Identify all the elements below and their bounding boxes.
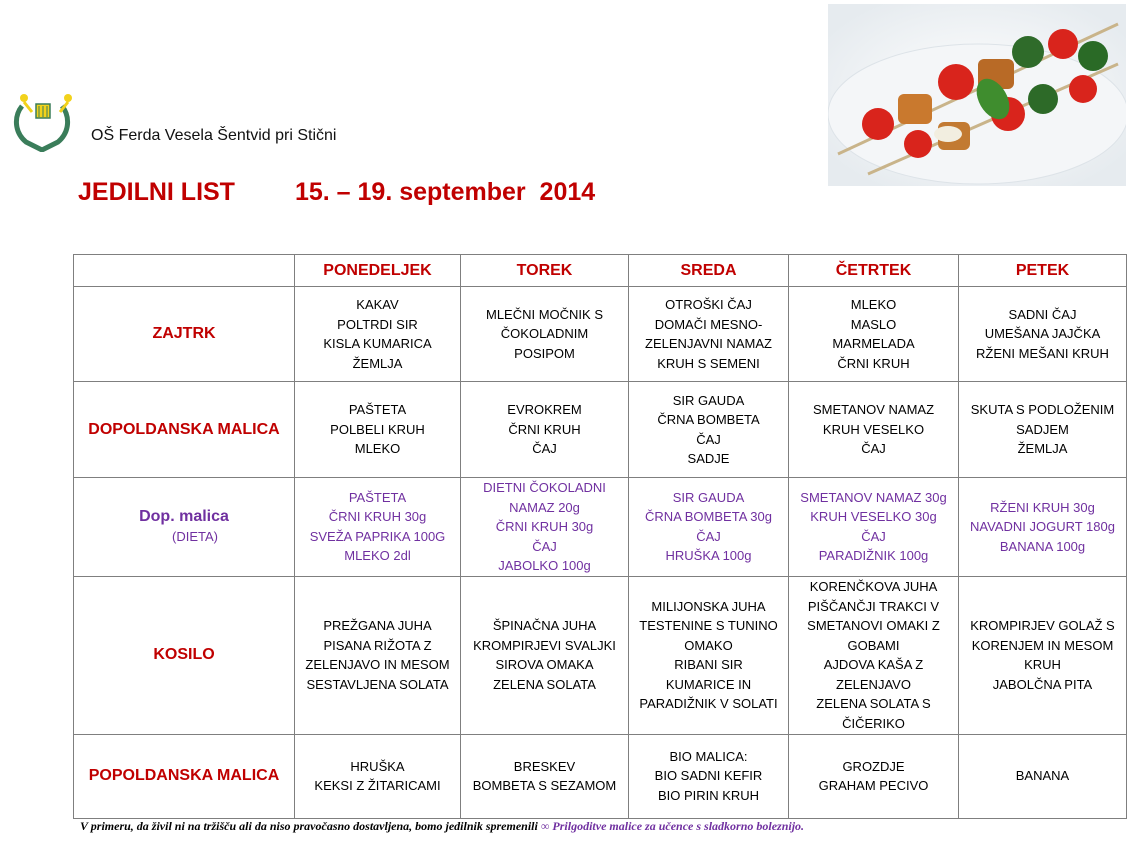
menu-cell [295, 382, 461, 478]
meal-row-zajtrk [74, 287, 1127, 382]
food-skewers-image [828, 4, 1126, 186]
menu-item: ZELENA SOLATA [493, 676, 596, 692]
menu-item: ČIČERIKO [842, 715, 905, 731]
menu-item: ČAJ [696, 431, 721, 447]
menu-item: AJDOVA KAŠA Z [823, 657, 924, 672]
meal-label: POPOLDANSKA MALICA [74, 734, 295, 818]
menu-item: NAMAZ 20g [509, 499, 580, 515]
school-name: OŠ Ferda Vesela Šentvid pri Stični [91, 127, 337, 144]
meal-label: KOSILO [74, 576, 295, 734]
menu-item: MLEKO [354, 441, 401, 457]
menu-table [73, 254, 1127, 819]
menu-cell [295, 478, 461, 577]
menu-cell [461, 576, 629, 734]
menu-item: HRUŠKA 100g [665, 548, 752, 564]
meal-row-kosilo [74, 576, 1127, 734]
menu-item: KRUH S SEMENI [657, 355, 760, 371]
footer-disclaimer: V primeru, da živil ni na tržišču ali da niso pravočasno dostavljena, bomo jedilnik spremenili [80, 819, 538, 833]
menu-item: ČRNA BOMBETA 30g [645, 509, 772, 525]
menu-item: ČAJ [696, 528, 721, 544]
day-header: TOREK [461, 255, 629, 287]
meal-label-diet [74, 478, 295, 577]
menu-cell [629, 287, 789, 382]
diet-label: Dop. malica [139, 508, 229, 526]
menu-cell [461, 478, 629, 577]
menu-item: POSIPOM [514, 345, 575, 361]
menu-item: ČAJ [532, 538, 557, 554]
menu-item: POLTRDI SIR [337, 316, 418, 332]
menu-item: OMAKO [684, 637, 733, 653]
menu-item: ZELENJAVO [836, 676, 911, 692]
menu-item: SIR GAUDA [672, 489, 745, 505]
menu-cell [789, 382, 959, 478]
menu-item: BIO PIRIN KRUH [657, 787, 760, 803]
menu-cell [629, 478, 789, 577]
menu-item: BIO SADNI KEFIR [654, 768, 763, 784]
menu-cell [789, 478, 959, 577]
menu-item: GOBAMI [847, 637, 900, 653]
date-range: 15. – 19. september 2014 [294, 178, 596, 206]
menu-cell [295, 734, 461, 818]
menu-item: RIBANI SIR [674, 657, 743, 672]
day-header-row [74, 255, 1127, 287]
menu-item: ZELENA SOLATA S [816, 696, 931, 711]
day-header: SREDA [629, 255, 789, 287]
menu-item: SMETANOV NAMAZ 30g [800, 489, 947, 505]
menu-item: PAŠTETA [348, 402, 407, 418]
menu-cell [295, 287, 461, 382]
menu-item: ŽEMLJA [1017, 441, 1068, 457]
meal-row-dopoldanska [74, 382, 1127, 478]
menu-cell [461, 734, 629, 818]
school-logo [12, 92, 80, 152]
menu-item: PARADIŽNIK V SOLATI [639, 696, 778, 711]
diet-sublabel: (DIETA) [172, 528, 218, 544]
menu-item: ČAJ [861, 528, 886, 544]
menu-item: POLBELI KRUH [330, 421, 425, 437]
menu-item: ČRNI KRUH 30g [495, 519, 594, 534]
menu-item: DIETNI ČOKOLADNI [483, 480, 606, 495]
menu-item: BOMBETA S SEZAMOM [472, 778, 617, 793]
menu-item: ČAJ [861, 441, 886, 457]
menu-item: SKUTA S PODLOŽENIM [970, 402, 1115, 418]
menu-cell [789, 576, 959, 734]
menu-item: KAKAV [356, 297, 399, 312]
menu-cell [959, 576, 1127, 734]
footer-diabetes-note: Prilgoditve malice za učence s sladkorno boleznijo. [552, 819, 805, 833]
meal-row-dieta [74, 478, 1127, 577]
meal-row-popoldanska [74, 734, 1127, 818]
menu-item: TESTENINE S TUNINO [639, 618, 778, 633]
menu-item: ŽEMLJA [352, 355, 403, 371]
menu-item: UMEŠANA JAJČKA [984, 326, 1101, 342]
menu-cell [629, 382, 789, 478]
day-header: PETEK [959, 255, 1127, 287]
menu-item: KRUH VESELKO 30g [810, 509, 937, 525]
menu-item: JABOLČNA PITA [992, 676, 1093, 692]
menu-item: MLEČNI MOČNIK S [485, 306, 603, 322]
footer-symbol: ∞ [540, 819, 550, 833]
menu-cell [959, 734, 1127, 818]
menu-item: KORENČKOVA JUHA [809, 579, 938, 594]
menu-cell [959, 287, 1127, 382]
menu-item: JABOLKO 100g [498, 558, 591, 573]
day-header: ČETRTEK [789, 255, 959, 287]
menu-item: SADJEM [1016, 421, 1069, 437]
menu-item: ZELENJAVNI NAMAZ [645, 336, 772, 351]
menu-item: RŽENI KRUH 30g [990, 499, 1095, 515]
menu-item: SADJE [687, 451, 730, 466]
menu-item: MILIJONSKA JUHA [651, 598, 766, 614]
menu-item: ČRNI KRUH [837, 355, 910, 371]
menu-item: PREŽGANA JUHA [323, 618, 432, 633]
menu-item: PAŠTETA [348, 489, 407, 505]
menu-item: ČAJ [532, 441, 557, 457]
footer-note [80, 819, 804, 834]
meal-label: ZAJTRK [74, 287, 295, 382]
menu-item: KISLA KUMARICA [323, 336, 432, 351]
menu-item: HRUŠKA [350, 758, 405, 774]
menu-item: SIR GAUDA [672, 392, 745, 408]
menu-item: BANANA 100g [999, 538, 1086, 554]
menu-item: GRAHAM PECIVO [818, 778, 929, 793]
menu-item: MASLO [850, 316, 897, 332]
menu-cell [461, 382, 629, 478]
menu-item: DOMAČI MESNO- [654, 316, 763, 332]
menu-cell [461, 287, 629, 382]
title-label: JEDILNI LIST [78, 178, 235, 206]
menu-item: ČOKOLADNIM [500, 326, 589, 342]
menu-item: KROMPIRJEV GOLAŽ S [970, 618, 1115, 633]
menu-cell [295, 576, 461, 734]
menu-item: PARADIŽNIK 100g [818, 548, 929, 564]
menu-item: PISANA RIŽOTA Z [323, 637, 432, 653]
menu-item: ŠPINAČNA JUHA [492, 618, 597, 633]
menu-item: GROZDJE [842, 758, 905, 774]
menu-item: PIŠČANČJI TRAKCI V [807, 598, 940, 614]
menu-cell [789, 734, 959, 818]
menu-item: SIROVA OMAKA [495, 657, 594, 672]
menu-item: KEKSI Z ŽITARICAMI [314, 778, 441, 793]
menu-item: OTROŠKI ČAJ [665, 297, 752, 312]
menu-item: KUMARICE IN [665, 676, 752, 692]
menu-cell [959, 478, 1127, 577]
menu-item: KROMPIRJEVI SVALJKI [473, 637, 616, 653]
menu-item: NAVADNI JOGURT 180g [970, 519, 1115, 534]
menu-item: SADNI ČAJ [1008, 306, 1077, 322]
menu-item: EVROKREM [507, 402, 582, 418]
day-header: PONEDELJEK [295, 255, 461, 287]
menu-item: SMETANOV NAMAZ [812, 402, 935, 418]
menu-item: KRUH VESELKO [822, 421, 925, 437]
menu-item: KRUH [1024, 657, 1061, 672]
menu-cell [629, 734, 789, 818]
menu-title [78, 178, 595, 207]
menu-item: BIO MALICA: [669, 748, 748, 764]
menu-item: ČRNA BOMBETA [657, 412, 760, 427]
menu-item: RŽENI MEŠANI KRUH [976, 345, 1109, 361]
menu-item: ČRNI KRUH [508, 421, 581, 437]
menu-item: ZELENJAVO IN MESOM [305, 657, 450, 672]
meal-label: DOPOLDANSKA MALICA [74, 382, 295, 478]
menu-item: MLEKO 2dl [344, 548, 411, 564]
corner-cell [74, 255, 295, 287]
menu-item: SVEŽA PAPRIKA 100G [309, 528, 446, 544]
menu-item: BRESKEV [513, 758, 576, 774]
menu-item: MLEKO [850, 297, 897, 312]
menu-item: KORENJEM IN MESOM [971, 637, 1114, 653]
menu-cell [959, 382, 1127, 478]
menu-item: BANANA [1015, 768, 1070, 784]
menu-item: ČRNI KRUH 30g [328, 509, 427, 525]
menu-item: MARMELADA [832, 336, 915, 351]
menu-cell [629, 576, 789, 734]
menu-cell [789, 287, 959, 382]
menu-item: SMETANOVI OMAKI Z [807, 618, 940, 633]
menu-item: SESTAVLJENA SOLATA [306, 676, 449, 692]
